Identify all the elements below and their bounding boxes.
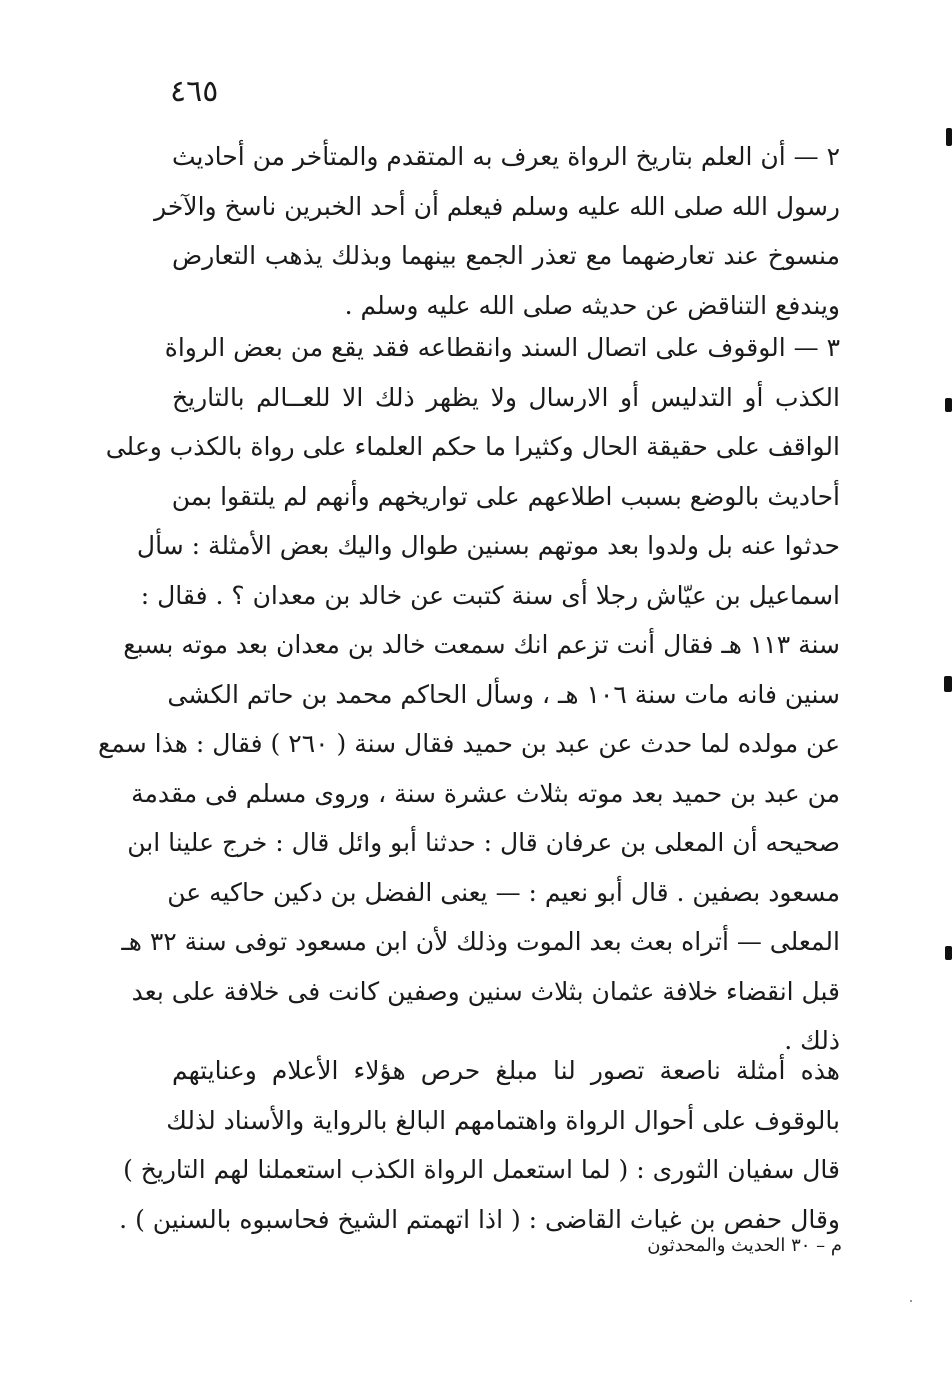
paragraph-history-abrogation <box>154 132 840 330</box>
scan-edge-mark <box>945 398 952 412</box>
text-line: صحيحه أن المعلى بن عرفان قال : حدثنا أبو وائل قال : خرج علينا ابن <box>127 828 840 857</box>
text-line: هذه أمثلة ناصعة تصور لنا مبلغ حرص هؤلاء الأعلام وعنايتهم <box>172 1056 840 1085</box>
paragraph-chain-continuity <box>98 323 840 1066</box>
paragraph-conclusion <box>119 1046 840 1244</box>
text-line: سنين فانه مات سنة ١٠٦ هـ ، وسأل الحاكم محمد بن حاتم الكشى <box>167 679 840 709</box>
text-line: الواقف على حقيقة الحال وكثيرا ما حكم العلماء على رواة بالكذب وعلى <box>105 432 840 461</box>
text-line: قبل انقضاء خلافة عثمان بثلاث سنين وصفين كانت فى خلافة على بعد <box>131 976 840 1006</box>
text-line: وقال حفص بن غياث القاضى : ( اذا اتهمتم الشيخ فحاسبوه بالسنين ) . <box>119 1204 840 1234</box>
scan-edge-mark <box>945 946 952 960</box>
scan-edge-mark <box>944 676 952 692</box>
text-line: اسماعيل بن عيّاش رجلا أى سنة كتبت عن خالد بن معدان ؟ . فقال : <box>140 580 840 610</box>
text-line: أحاديث بالوضع بسبب اطلاعهم على تواريخهم وأنهم لم يلتقوا بمن <box>171 481 840 511</box>
text-line: المعلى — أتراه بعث بعد الموت وذلك لأن ابن مسعود توفى سنة ٣٢ هـ <box>121 927 840 956</box>
page-number: ٤٦٥ <box>170 74 219 109</box>
text-line: الكذب أو التدليس أو الارسال ولا يظهر ذلك الا للعــالم بالتاريخ <box>172 382 840 412</box>
text-line: ٢ — أن العلم بتاريخ الرواة يعرف به المتقدم والمتأخر من أحاديث <box>172 142 840 171</box>
text-line: بالوقوف على أحوال الرواة واهتمامهم البالغ بالرواية والأسناد لذلك <box>166 1105 840 1135</box>
text-line: مسعود بصفين . قال أبو نعيم : — يعنى الفضل بن دكين حاكيه عن <box>167 877 840 907</box>
text-line: ويندفع التناقض عن حديثه صلى الله عليه وسلم . <box>344 290 840 320</box>
text-line: منسوخ عند تعارضهما مع تعذر الجمع بينهما وبذلك يذهب التعارض <box>172 241 840 270</box>
text-line: عن مولده لما حدث عن عبد بن حميد فقال سنة ( ٢٦٠ ) فقال : هذا سمع <box>98 729 840 758</box>
signature-footer: م – ٣٠ الحديث والمحدثون <box>647 1235 842 1256</box>
scan-edge-mark <box>946 128 952 146</box>
text-line: قال سفيان الثورى : ( لما استعمل الرواة الكذب استعملنا لهم التاريخ ) <box>123 1155 840 1184</box>
text-line: سنة ١١٣ هـ فقال أنت تزعم انك سمعت خالد بن معدان بعد موته بسبع <box>123 630 840 659</box>
text-line: ٣ — الوقوف على اتصال السند وانقطاعه فقد يقع من بعض الرواة <box>164 333 840 362</box>
text-line: ذلك . <box>784 1026 840 1055</box>
scan-speck <box>910 1300 912 1302</box>
text-line: من عبد بن حميد بعد موته بثلاث عشرة سنة ، وروى مسلم فى مقدمة <box>131 778 840 808</box>
text-line: حدثوا عنه بل ولدوا بعد موتهم بسنين طوال واليك بعض الأمثلة : سأل <box>136 531 840 560</box>
text-line: رسول الله صلى الله عليه وسلم فيعلم أن أحد الخبرين ناسخ والآخر <box>154 191 840 221</box>
